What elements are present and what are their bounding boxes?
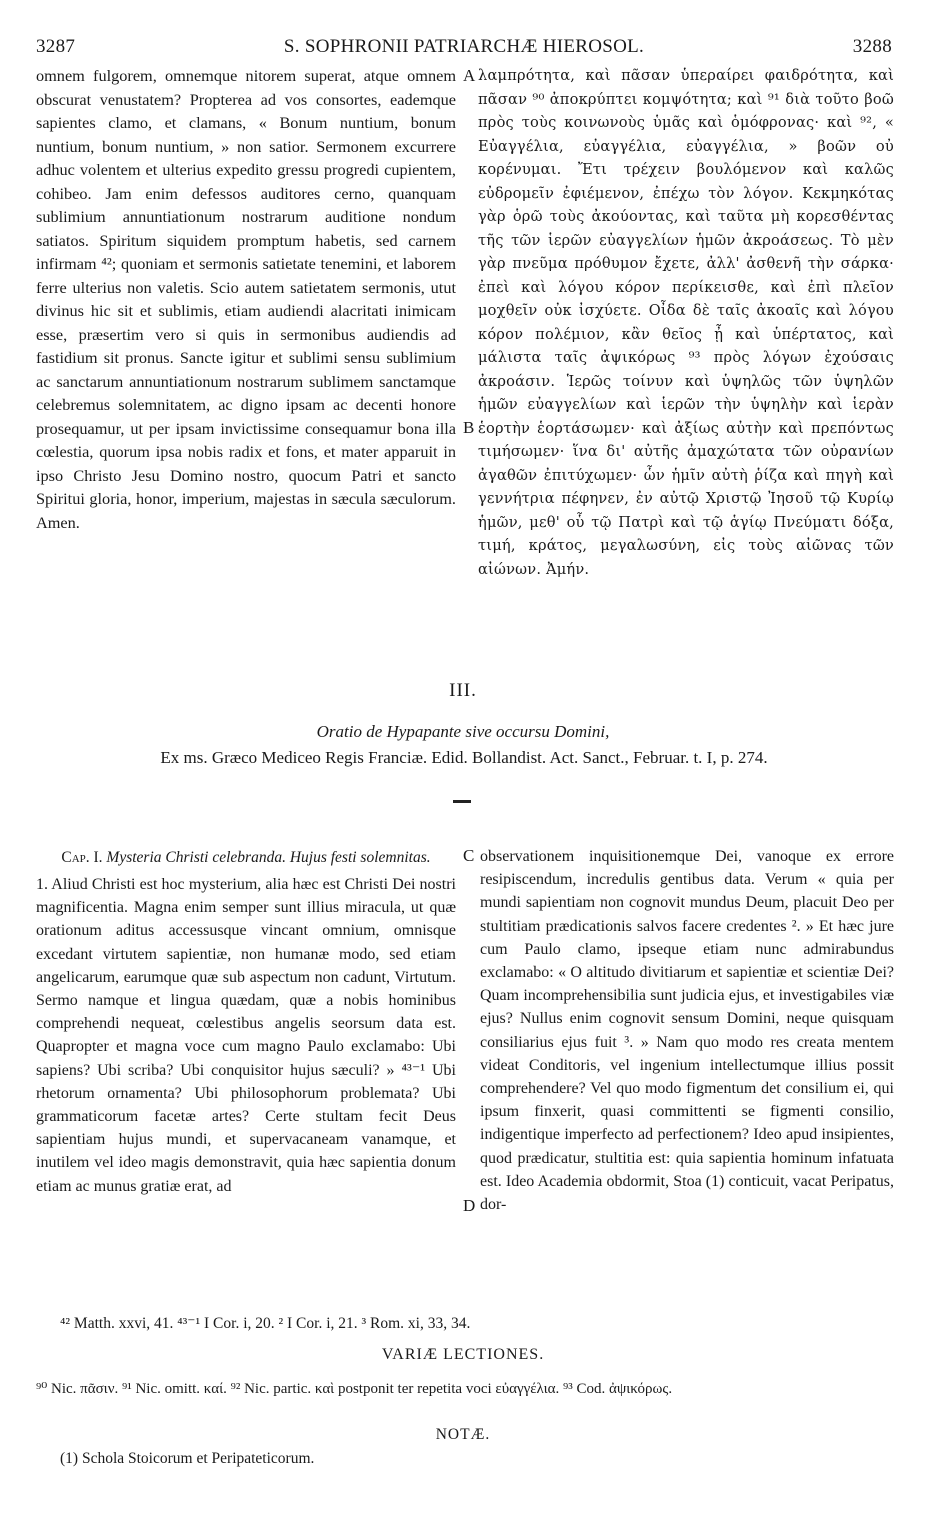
scripture-footnotes: ⁴² Matth. xxvi, 41. ⁴³⁻¹ I Cor. i, 20. ² I Cor. i, 21. ³ Rom. xi, 33, 34. [60,1315,471,1332]
variae-lectiones-text: ⁹⁰ Nic. πᾶσιν. ⁹¹ Nic. omitt. καί. ⁹² Nic. partic. καὶ postponit ter repetita voci εὐαγγέλια. ⁹³ Cod. ἀψικόρως. [36,1381,673,1397]
greek-text-top: λαμπρότητα, καὶ πᾶσαν ὑπεραίρει φαιδρότητα, καὶ πᾶσαν ⁹⁰ ἀποκρύπτει κομψότητα; καὶ ⁹¹ διὰ τοῦτο βοῶ πρὸς τοὺς κοινωνοὺς ὑμᾶς καὶ ὁμόφρονας· καὶ ⁹², « Εὐαγγέλια, εὐαγγέλια, εὐαγγέλια, » βοῶν οὐ κορένυμαι. Ἔτι τρέχειν βουλόμενον καὶ καλῶς εὐδρομεῖν ἐφιέμενον, ἐπέχω τὸν λόγον. Κεκμηκότας γὰρ ὁρῶ τοὺς ἀκούοντας, καὶ ταῦτα μὴ κορεσθέντας τῆς τῶν ἱερῶν εὐαγγελίων ἡμῶν ἀκροάσεως. Τὸ μὲν γὰρ πνεῦμα πρόθυμον ἔχετε, ἀλλ' ἀσθενῆ τὴν σάρκα· ἐπεὶ καὶ λόγου κόρον περίκεισθε, καὶ ἐπὶ πλεῖον μοχθεῖν οὐκ ἰσχύετε. Οἶδα δὲ ταῖς ἀκοαῖς καὶ λόγου κόρον πολέμιον, κἂν θεῖος ᾖ καὶ ὑπέρτατος, καὶ μάλιστα ταῖς ἀψικόρως ⁹³ πρὸς λόγων ἐχούσαις ἀκροάσιν. Ἱερῶς τοίνυν καὶ ὑψηλῶς τῶν ὑψηλῶν ἡμῶν εὐαγγελίων καὶ ἱερῶν τὴν ὑψηλὴν καὶ ἱερὰν ἑορτὴν ἑορτάσωμεν· καὶ ἀξίως αὐτὴν καὶ πρεπόντως τιμήσωμεν· ἵνα δι' αὐτῆς ἀμαχώτατα τῶν οὐρανίων ἀγαθῶν ἐπιτύχωμεν· ὧν ἡμῖν αὐτὴ ῥίζα καὶ πηγὴ καὶ γεννήτρια πέφηνεν, ἐν αὐτῷ Χριστῷ Ἰησοῦ τῷ Κυρίῳ ἡμῶν, μεθ' οὗ τῷ Πατρὶ καὶ τῷ ἁγίῳ Πνεύματι δόξα, τιμή, κράτος, μεγαλωσύνη, εἰς τοὺς αἰῶνας τῶν αἰώνων. Ἀμήν. [478,67,894,578]
margin-marker-a: A [463,66,476,85]
latin-text-top: omnem fulgorem, omnemque nitorem superat, atque omnem obscurat venustatem? Propterea ad vos consortes, eademque sapientes clamo, et clamans, « Bonum nuntium, bonum nuntium, bonum nuntium, » non satior. Sermonem excurrere adhuc volentem et ulterius expedito gressu progredi cupientem, cohibeo. Jam enim defessos auditores cerno, quanquam sublimium annuntiationum nostrarum auditione nondum satiatos. Spiritum siquidem promptum habetis, sed carnem infirmam ⁴²; quoniam et sermonis satietate tenemini, et laborem ferre ulterius non valetis. Scio autem satietatem sermonis, utut divinus hic sit et sublimis, etiam audiendi alacritati inimicam esse, præsertim vero si quis in sermonibus audiendis ad fastidium sit pronus. Sancte igitur et sublimi sensu sublimium ac sanctarum annuntiationum nostrarum sublimem sanctamque celebremus solemnitatem, ac digno ipsam ac decenti honore prosequamur, ut per ipsam invictissime consequamur bona illa cœlestia, quorum ipsa nobis radix et fons, et mater apparuit in ipso Christo Jesu Domino nostro, quocum Patri et sancto Spiritui gloria, honor, imperium, majestas in sæcula sæculorum. Amen. [36,66,456,532]
variae-lectiones-heading: VARIÆ LECTIONES. [381,1346,545,1363]
chapter-text-left: 1. Aliud Christi est hoc mysterium, alia hæc est Christi Dei nostri magnificentia. Magna enim semper sunt illius miracula, ut quæ orationum aditus accessusque vincant omnium, omnisque excedant virtutem sapientiæ, non humanæ modo, sed etiam angelicarum, earumque quæ sub aspectum non cadunt, Virtutum. Sermo namque et lingua quædam, quæ a nobis hominibus comprehendi nequeat, cœlestibus angelis seorsum data est. Quapropter et magna voce cum magno Paulo exclamabo: Ubi sapiens? Ubi scriba? Ubi conquisitor hujus sæculi? » ⁴³⁻¹ Ubi rhetorum ornamenta? Ubi philosophorum problemata? Ubi grammaticorum facetæ artes? Certe stultam fecit Deus sapientiam hujus mundi, et supervacaneam vanamque, et inutilem vel ideo magis demonstravit, quia hæc sapientia donum etiam ac munus gratiæ erat, ad [36,876,456,1195]
chapter-title: Mysteria Christi celebranda. Hujus festi solemnitas. [106,849,431,866]
section-source: Ex ms. Græco Mediceo Regis Franciæ. Edid. Bollandist. Act. Sanct., Februar. t. I, p. 274. [160,748,768,767]
latin-column-right [480,845,894,1216]
notae-text: (1) Schola Stoicorum et Peripateticorum. [60,1450,315,1467]
running-title: S. SOPHRONII PATRIARCHÆ HIEROSOL. [283,36,645,57]
section-number: III. [449,680,477,701]
notae-heading: NOTÆ. [435,1426,491,1443]
page-number-right: 3288 [852,36,892,57]
margin-marker-c: C [463,846,475,865]
greek-column-top [478,64,894,581]
section-title: Oratio de Hypapante sive occursu Domini, [316,722,610,741]
chapter-number: Cap. I. [61,849,103,866]
chapter-heading [36,848,456,867]
latin-column-left [36,848,456,1198]
page-number-left: 3287 [36,36,76,57]
latin-column-top [36,64,456,534]
margin-marker-d: D [463,1196,476,1215]
chapter-text-right: observationem inquisitionemque Dei, vanoque ex errore resipiscendum, incredulis gentibus data. Verum « quia per mundi sapientiam non cognovit mundus Deum, placuit Deo per stultitiam prædicationis salvos facere credentes ². » Et hæc jure cum Paulo clamo, ipseque etiam nunc admirabundus exclamabo: « O altitudo divitiarum et sapientiæ et scientiæ Dei? Quam incomprehensibilia sunt judicia ejus, et investigabiles viæ ejus? Nullus enim cognovit sensum Domini, neque quisquam consiliarius ejus fuit ³. » Nam quo modo res creata mentem videat Conditoris, vel ingenium intellectumque illius possit comprehendere? Vel quo modo figmentum det consilium ei, qui ipsum finxerit, quasi committenti se figmenti consilio, indigentique imperfecto ad perfectionem? Ideo apud insipientes, quod prædicatur, stultitia est: quia sapientia hominum infatuata est. Ideo Academia obdormit, Stoa (1) conticuit, vacat Peripatus, dor- [480,848,894,1214]
section-divider [453,800,471,803]
running-header [36,36,892,62]
margin-marker-b: B [463,418,475,437]
